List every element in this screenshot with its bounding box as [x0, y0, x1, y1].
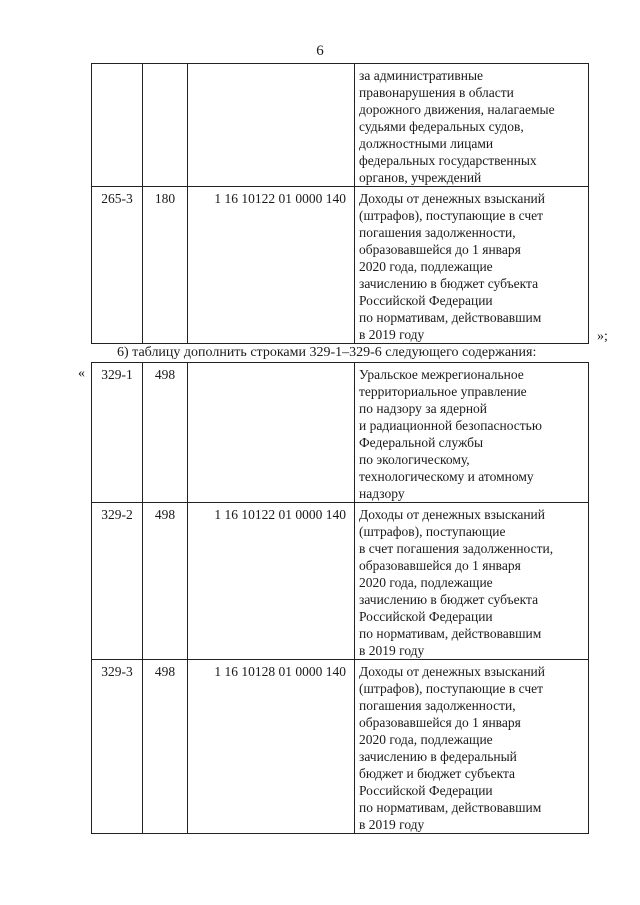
- row-number-cell: [92, 64, 143, 187]
- row-number-cell: 265-3: [92, 187, 143, 344]
- admin-code-cell: 498: [143, 660, 188, 834]
- row-number-cell: 329-3: [92, 660, 143, 834]
- kbk-code-cell: [188, 64, 355, 187]
- kbk-code-cell: 1 16 10128 01 0000 140: [188, 660, 355, 834]
- description-cell: Доходы от денежных взысканий (штрафов), поступающие в счет погашения задолженности, образовавшейся до 1 января 2020 года, подлежащие зачислению в бюджет субъекта Российской Федерации по нормативам, действовавшим в 2019 году: [355, 503, 589, 660]
- table-row: [92, 363, 589, 503]
- admin-code-cell: 180: [143, 187, 188, 344]
- budget-table-continuation: [91, 63, 589, 344]
- table-row: [92, 503, 589, 660]
- description-cell: Доходы от денежных взысканий (штрафов), поступающие в счет погашения задолженности, образовавшейся до 1 января 2020 года, подлежащие зачислению в федеральный бюджет и бюджет субъекта Российской Федерации по нормативам, действовавшим в 2019 году: [355, 660, 589, 834]
- table-row: [92, 64, 589, 187]
- description-cell: Уральское межрегиональное территориальное управление по надзору за ядерной и радиационной безопасностью Федеральной службы по экологическому, технологическому и атомному надзору: [355, 363, 589, 503]
- row-number-cell: 329-1: [92, 363, 143, 503]
- description-cell: за административные правонарушения в области дорожного движения, налагаемые судьями федеральных судов, должностными лицами федеральных государственных органов, учреждений: [355, 64, 589, 187]
- table-row: [92, 660, 589, 834]
- page-number: 6: [316, 43, 324, 59]
- kbk-code-cell: 1 16 10122 01 0000 140: [188, 187, 355, 344]
- description-cell: Доходы от денежных взысканий (штрафов), поступающие в счет погашения задолженности, образовавшейся до 1 января 2020 года, подлежащие зачислению в бюджет субъекта Российской Федерации по нормативам, действовавшим в 2019 году: [355, 187, 589, 344]
- closing-quote: »;: [597, 329, 608, 344]
- admin-code-cell: [143, 64, 188, 187]
- kbk-code-cell: 1 16 10122 01 0000 140: [188, 503, 355, 660]
- kbk-code-cell: [188, 363, 355, 503]
- row-number-cell: 329-2: [92, 503, 143, 660]
- admin-code-cell: 498: [143, 503, 188, 660]
- budget-table-additions: [91, 362, 589, 834]
- table-row: [92, 187, 589, 344]
- admin-code-cell: 498: [143, 363, 188, 503]
- amendment-text: 6) таблицу дополнить строками 329-1–329-6 следующего содержания:: [117, 345, 537, 360]
- opening-quote: «: [78, 366, 85, 381]
